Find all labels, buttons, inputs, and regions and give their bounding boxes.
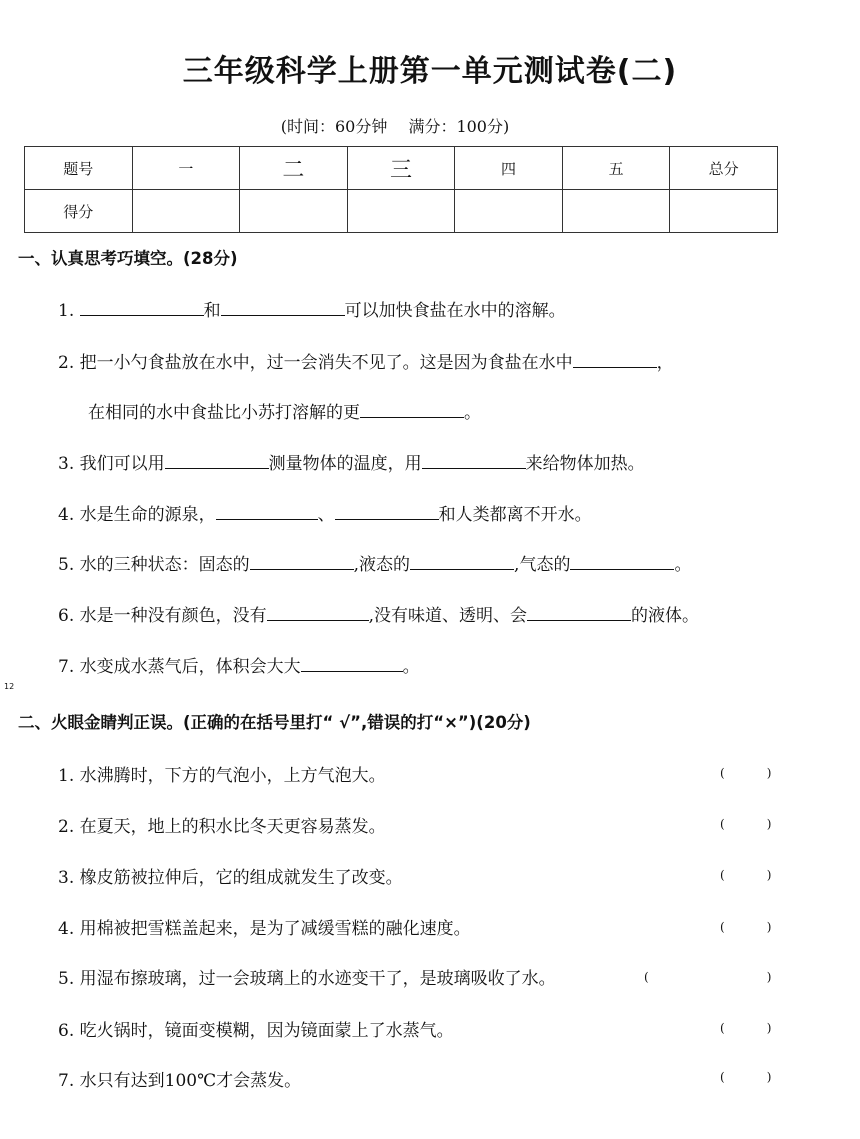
answer-blank[interactable] — [573, 351, 657, 368]
paren-open: ( — [720, 766, 725, 780]
header-cell-4: 四 — [455, 147, 563, 190]
question-number: 3. — [58, 868, 75, 888]
answer-blank[interactable] — [80, 299, 204, 316]
paren-close: ) — [766, 970, 772, 984]
answer-blank[interactable] — [216, 503, 318, 520]
fill-question-1 — [58, 296, 566, 321]
paren-close: ) — [766, 817, 772, 831]
question-text: 、 — [317, 505, 335, 525]
question-number: 6. — [58, 1021, 75, 1041]
question-text: ,气态的 — [514, 555, 571, 575]
question-text: 水是生命的源泉， — [79, 505, 216, 525]
score-cell-2[interactable] — [240, 190, 348, 233]
question-number: 1. — [58, 301, 75, 321]
answer-parentheses[interactable] — [644, 970, 771, 984]
question-number: 4. — [58, 505, 75, 525]
score-cell-3[interactable] — [347, 190, 455, 233]
score-row-label: 得分 — [25, 190, 133, 233]
section-2-heading: 二、火眼金睛判正误。(正确的在括号里打“ √”,错误的打“×”)(20分) — [18, 713, 531, 732]
question-text: 来给物体加热。 — [525, 454, 645, 474]
exam-time-score: (时间：60分钟 满分：100分) — [280, 117, 510, 136]
judge-question-5 — [58, 964, 556, 989]
answer-parentheses[interactable] — [720, 1070, 771, 1084]
question-text: 和人类都离不开水。 — [438, 505, 592, 525]
score-cell-1[interactable] — [132, 190, 240, 233]
question-text: 可以加快食盐在水中的溶解。 — [344, 301, 566, 321]
paren-close: ) — [766, 1021, 772, 1035]
question-text: 的液体。 — [631, 606, 700, 626]
question-number: 1. — [58, 766, 75, 786]
question-text: ， — [656, 353, 674, 373]
judge-question-3 — [58, 863, 403, 888]
answer-parentheses[interactable] — [720, 766, 771, 780]
question-number: 3. — [58, 454, 75, 474]
paren-open: ( — [720, 1070, 725, 1084]
answer-blank[interactable] — [410, 553, 514, 570]
question-number: 2. — [58, 817, 75, 837]
paren-close: ) — [766, 920, 772, 934]
score-table-score-row — [25, 190, 778, 233]
paren-open: ( — [720, 1021, 725, 1035]
answer-blank[interactable] — [570, 553, 674, 570]
question-text: 橡皮筋被拉伸后，它的组成就发生了改变。 — [79, 868, 403, 888]
exam-title: 三年级科学上册第一单元测试卷(二) — [182, 54, 678, 89]
question-number: 5. — [58, 555, 75, 575]
question-text: 水是一种没有颜色，没有 — [79, 606, 267, 626]
paren-open: ( — [644, 970, 649, 984]
question-number: 2. — [58, 353, 75, 373]
answer-blank[interactable] — [165, 452, 269, 469]
score-table-header-row — [25, 147, 778, 190]
paren-close: ) — [766, 1070, 772, 1084]
question-text: 。 — [464, 403, 481, 423]
fill-question-5 — [58, 550, 691, 575]
answer-parentheses[interactable] — [720, 1021, 771, 1035]
score-cell-total[interactable] — [670, 190, 778, 233]
question-text: 和 — [203, 301, 221, 321]
header-cell-3: 三 — [347, 147, 455, 190]
answer-blank[interactable] — [301, 655, 403, 672]
answer-blank[interactable] — [527, 604, 631, 621]
answer-parentheses[interactable] — [720, 817, 771, 831]
header-cell-2: 二 — [240, 147, 348, 190]
paren-close: ) — [766, 766, 772, 780]
answer-blank[interactable] — [422, 452, 526, 469]
answer-blank[interactable] — [221, 299, 345, 316]
answer-blank[interactable] — [250, 553, 354, 570]
question-number: 6. — [58, 606, 75, 626]
paren-open: ( — [720, 817, 725, 831]
question-text: 我们可以用 — [79, 454, 165, 474]
judge-question-2 — [58, 812, 386, 837]
question-text: 在相同的水中食盐比小苏打溶解的更 — [88, 403, 360, 423]
fill-question-6 — [58, 601, 699, 626]
question-text: 。 — [674, 555, 692, 575]
question-text: 水沸腾时，下方的气泡小，上方气泡大。 — [79, 766, 386, 786]
answer-blank[interactable] — [335, 503, 439, 520]
question-text: ,液态的 — [353, 555, 411, 575]
question-text: 在夏天，地上的积水比冬天更容易蒸发。 — [79, 817, 386, 837]
paren-open: ( — [720, 868, 725, 882]
score-table — [24, 146, 778, 233]
question-text: 水变成水蒸气后，体积会大大 — [79, 657, 301, 677]
question-text: 吃火锅时，镜面变模糊，因为镜面蒙上了水蒸气。 — [79, 1021, 454, 1041]
fill-question-7 — [58, 652, 420, 677]
judge-question-1 — [58, 761, 386, 786]
answer-parentheses[interactable] — [720, 868, 771, 882]
fill-question-4 — [58, 500, 592, 525]
question-text: 测量物体的温度，用 — [268, 454, 422, 474]
question-number: 7. — [58, 657, 75, 677]
score-cell-5[interactable] — [562, 190, 670, 233]
question-text: 水只有达到100℃才会蒸发。 — [79, 1071, 302, 1091]
score-cell-4[interactable] — [455, 190, 563, 233]
fill-question-2-line-2 — [88, 398, 481, 423]
answer-blank[interactable] — [360, 401, 464, 418]
answer-parentheses[interactable] — [720, 920, 771, 934]
question-text: 用棉被把雪糕盖起来，是为了减缓雪糕的融化速度。 — [79, 919, 471, 939]
header-cell-question-no: 题号 — [25, 147, 133, 190]
question-number: 5. — [58, 969, 75, 989]
judge-question-4 — [58, 914, 471, 939]
answer-blank[interactable] — [267, 604, 369, 621]
question-text: 。 — [402, 657, 420, 677]
question-text: 把一小勺食盐放在水中，过一会消失不见了。这是因为食盐在水中 — [79, 353, 573, 373]
paren-open: ( — [720, 920, 725, 934]
fill-question-3 — [58, 449, 645, 474]
question-number: 7. — [58, 1071, 75, 1091]
question-text: 水的三种状态：固态的 — [79, 555, 250, 575]
page-mark: 12 — [4, 682, 15, 691]
judge-question-6 — [58, 1016, 454, 1041]
question-text: ,没有味道、透明、会 — [368, 606, 528, 626]
paren-close: ) — [766, 868, 772, 882]
question-text: 用湿布擦玻璃，过一会玻璃上的水迹变干了，是玻璃吸收了水。 — [79, 969, 556, 989]
header-cell-5: 五 — [562, 147, 670, 190]
header-cell-total: 总分 — [670, 147, 778, 190]
judge-question-7 — [58, 1066, 301, 1091]
header-cell-1: 一 — [132, 147, 240, 190]
fill-question-2 — [58, 348, 674, 373]
section-1-heading: 一、认真思考巧填空。(28分) — [18, 249, 238, 268]
question-number: 4. — [58, 919, 75, 939]
